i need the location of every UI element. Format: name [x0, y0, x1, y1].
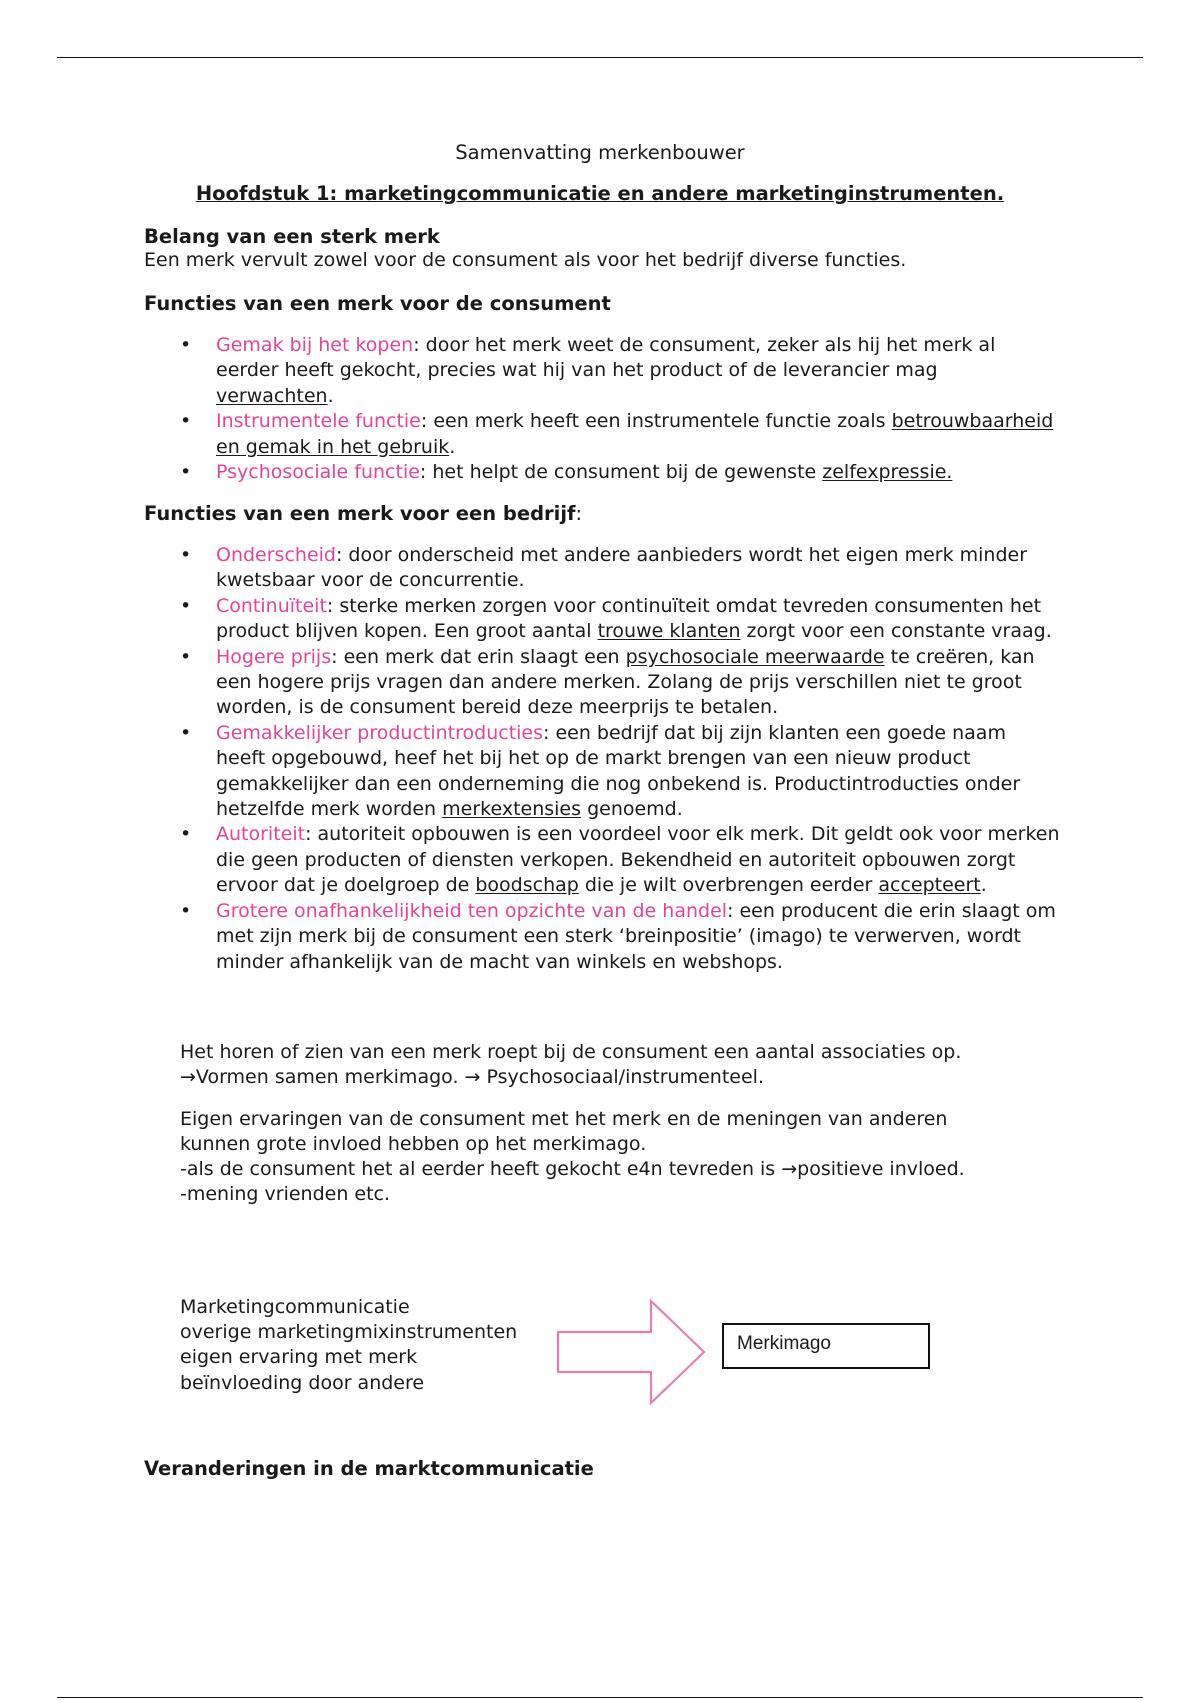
term: Autoriteit	[216, 823, 306, 846]
list-item: • Autoriteit: autoriteit opbouwen is een voordeel voor elk merk. Dit geldt ook voor merken die geen producten of diensten verkopen. Bekendheid en autoriteit opbouwen zorgt ervoor dat je doelgroep de boodschap die je wilt overbrengen eerder accepteert.	[180, 822, 1060, 898]
term: Psychosociale functie	[216, 461, 420, 484]
term: Hogere prijs	[216, 645, 332, 668]
term: Gemak bij het kopen	[216, 334, 414, 356]
diagram-input-item: eigen ervaring met merk	[180, 1346, 418, 1369]
associations-paragraph: Het horen of zien van een merk roept bij de consument een aantal associaties op. →Vormen samen merkimago. → Psychosociaal/instrumenteel.	[180, 1041, 962, 1088]
list-item: • Onderscheid: door onderscheid met andere aanbieders wordt het eigen merk minder kwetsbaar voor de concurrentie.	[180, 543, 1060, 594]
list-item: • Instrumentele functie: een merk heeft een instrumentele functie zoals betrouwbaarheid en gemak in het gebruik.	[180, 409, 1060, 460]
term: Grotere onafhankelijkheid ten opzichte van de handel	[216, 899, 728, 922]
diagram-input-item: overige marketingmixinstrumenten	[180, 1321, 518, 1344]
section-heading-consumer: Functies van een merk voor de consument	[144, 292, 611, 315]
chapter-heading	[0, 182, 1200, 205]
experiences-paragraph: Eigen ervaringen van de consument met het merk en de meningen van anderen kunnen grote invloed hebben op het merkimago. -als de consument het al eerder heeft gekocht e4n tevreden is →positieve invloed. -mening vrienden etc.	[180, 1108, 965, 1205]
term: Continuïteit	[216, 594, 327, 617]
list-item: • Gemakkelijker productintroducties: een bedrijf dat bij zijn klanten een goede naam heeft opgebouwd, heef het bij het op de markt brengen van een nieuw product gemakkelijker dan een onderneming die nog onbekend is. Productintroducties onder hetzelfde merk worden merkextensies genoemd.	[180, 721, 1060, 823]
merkimago-box: Merkimago	[722, 1323, 930, 1369]
chapter-heading-text: Hoofdstuk 1: marketingcommunicatie en andere marketinginstrumenten.	[195, 182, 1005, 205]
list-item: • Continuïteit: sterke merken zorgen voor continuïteit omdat tevreden consumenten het product blijven kopen. Een groot aantal trouwe klanten zorgt voor een constante vraag.	[180, 594, 1060, 645]
footer-rule	[57, 1697, 1143, 1698]
list-item: • Grotere onafhankelijkheid ten opzichte van de handel: een producent die erin slaagt om met zijn merk bij de consument een sterk ‘breinpositie’ (imago) te verwerven, wordt minder afhankelijk van de macht van winkels en webshops.	[180, 899, 1060, 975]
list-item: • Psychosociale functie: het helpt de consument bij de gewenste zelfexpressie.	[180, 460, 1060, 485]
diagram-input-item: beïnvloeding door andere	[180, 1371, 425, 1394]
term: Onderscheid	[216, 544, 336, 566]
document-title: Samenvatting merkenbouwer	[455, 141, 745, 164]
diagram-inputs	[180, 1295, 517, 1396]
section-heading-changes: Veranderingen in de marktcommunicatie	[144, 1457, 594, 1480]
consumer-functions-list	[180, 333, 1060, 485]
header-rule	[57, 57, 1143, 58]
section-heading-importance: Belang van een sterk merk	[144, 225, 440, 248]
diagram-input-item: Marketingcommunicatie	[180, 1296, 410, 1318]
term: Gemakkelijker productintroducties	[216, 721, 544, 744]
right-arrow-icon	[556, 1298, 708, 1406]
section-intro-text: Een merk vervult zowel voor de consument als voor het bedrijf diverse functies.	[144, 249, 907, 271]
company-functions-list	[180, 543, 1060, 975]
term: Instrumentele functie	[216, 410, 421, 433]
section-heading-company: Functies van een merk voor een bedrijf:	[144, 502, 583, 525]
list-item: • Gemak bij het kopen: door het merk weet de consument, zeker als hij het merk al eerder heeft gekocht, precies wat hij van het product of de leverancier mag verwachten.	[180, 333, 1060, 409]
list-item: • Hogere prijs: een merk dat erin slaagt een psychosociale meerwaarde te creëren, kan een hogere prijs vragen dan andere merken. Zolang de prijs verschillen niet te groot worden, is de consument bereid deze meerprijs te betalen.	[180, 645, 1060, 721]
